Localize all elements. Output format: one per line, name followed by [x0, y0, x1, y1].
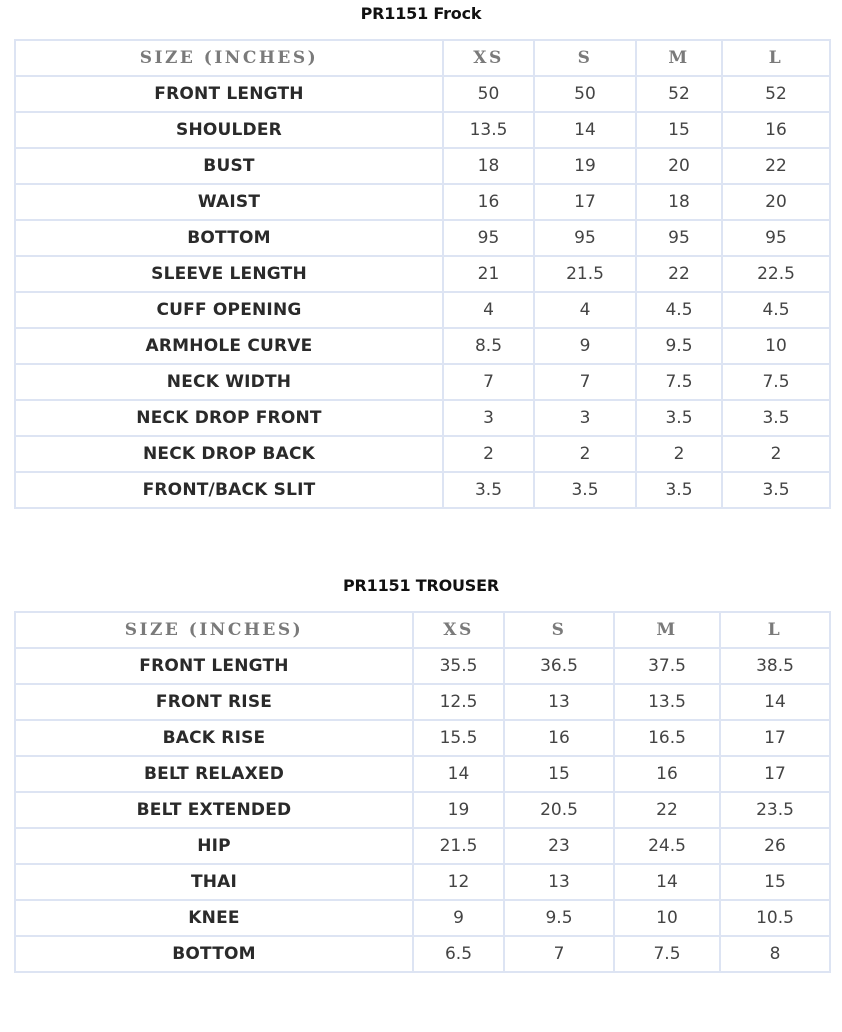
page-bottom-mask [0, 998, 842, 1032]
header-xs: XS [443, 40, 534, 76]
row-label: KNEE [15, 900, 413, 936]
size-value-cell: 16 [443, 184, 534, 220]
size-value-cell: 10.5 [720, 900, 830, 936]
size-value-cell: 14 [614, 864, 720, 900]
size-value-cell: 16 [614, 756, 720, 792]
table-row [15, 936, 830, 972]
row-label: BOTTOM [15, 936, 413, 972]
size-value-cell: 20 [636, 148, 722, 184]
table-row [15, 472, 830, 508]
size-value-cell: 36.5 [504, 648, 614, 684]
table-row [15, 900, 830, 936]
row-label: BELT EXTENDED [15, 792, 413, 828]
trouser-title: PR1151 TROUSER [343, 576, 499, 595]
size-value-cell: 16 [504, 720, 614, 756]
header-m: M [636, 40, 722, 76]
size-value-cell: 15 [720, 864, 830, 900]
size-value-cell: 3.5 [722, 400, 830, 436]
size-value-cell: 95 [534, 220, 636, 256]
size-value-cell: 17 [534, 184, 636, 220]
table-row [15, 184, 830, 220]
table-row [15, 684, 830, 720]
size-value-cell: 20 [722, 184, 830, 220]
size-value-cell: 6.5 [413, 936, 504, 972]
size-value-cell: 3 [443, 400, 534, 436]
size-value-cell: 14 [534, 112, 636, 148]
table-row [15, 364, 830, 400]
row-label: SLEEVE LENGTH [15, 256, 443, 292]
size-value-cell: 9.5 [636, 328, 722, 364]
row-label: FRONT/BACK SLIT [15, 472, 443, 508]
size-value-cell: 3.5 [443, 472, 534, 508]
header-size-inches: SIZE (INCHES) [15, 612, 413, 648]
size-value-cell: 12.5 [413, 684, 504, 720]
size-value-cell: 8 [720, 936, 830, 972]
row-label: THAI [15, 864, 413, 900]
size-value-cell: 14 [413, 756, 504, 792]
size-value-cell: 7.5 [614, 936, 720, 972]
table-row [15, 148, 830, 184]
size-value-cell: 19 [413, 792, 504, 828]
size-value-cell: 3.5 [636, 400, 722, 436]
header-xs: XS [413, 612, 504, 648]
table-row [15, 400, 830, 436]
table-row [15, 292, 830, 328]
header-m: M [614, 612, 720, 648]
header-s: S [504, 612, 614, 648]
size-value-cell: 13.5 [443, 112, 534, 148]
size-value-cell: 7 [534, 364, 636, 400]
size-value-cell: 20.5 [504, 792, 614, 828]
size-value-cell: 21 [443, 256, 534, 292]
size-value-cell: 15 [504, 756, 614, 792]
size-value-cell: 38.5 [720, 648, 830, 684]
header-l: L [720, 612, 830, 648]
size-value-cell: 50 [534, 76, 636, 112]
row-label: BOTTOM [15, 220, 443, 256]
table-row [15, 328, 830, 364]
size-value-cell: 95 [443, 220, 534, 256]
size-value-cell: 13 [504, 864, 614, 900]
table-row [15, 648, 830, 684]
size-value-cell: 12 [413, 864, 504, 900]
row-label: SHOULDER [15, 112, 443, 148]
size-value-cell: 2 [534, 436, 636, 472]
size-value-cell: 9 [534, 328, 636, 364]
size-value-cell: 7 [504, 936, 614, 972]
size-value-cell: 17 [720, 756, 830, 792]
table-row [15, 220, 830, 256]
size-value-cell: 7.5 [636, 364, 722, 400]
size-value-cell: 24.5 [614, 828, 720, 864]
trouser-header-row [15, 612, 830, 648]
size-value-cell: 52 [636, 76, 722, 112]
row-label: NECK DROP BACK [15, 436, 443, 472]
size-value-cell: 3 [534, 400, 636, 436]
row-label: BELT RELAXED [15, 756, 413, 792]
size-value-cell: 18 [636, 184, 722, 220]
size-value-cell: 22 [614, 792, 720, 828]
row-label: FRONT RISE [15, 684, 413, 720]
size-value-cell: 95 [636, 220, 722, 256]
table-row [15, 720, 830, 756]
size-value-cell: 21.5 [534, 256, 636, 292]
row-label: FRONT LENGTH [15, 648, 413, 684]
table-row [15, 112, 830, 148]
size-value-cell: 95 [722, 220, 830, 256]
row-label: WAIST [15, 184, 443, 220]
row-label: ARMHOLE CURVE [15, 328, 443, 364]
size-value-cell: 2 [443, 436, 534, 472]
size-value-cell: 52 [722, 76, 830, 112]
header-s: S [534, 40, 636, 76]
size-value-cell: 26 [720, 828, 830, 864]
size-value-cell: 22 [722, 148, 830, 184]
size-value-cell: 3.5 [534, 472, 636, 508]
size-value-cell: 4.5 [636, 292, 722, 328]
row-label: NECK DROP FRONT [15, 400, 443, 436]
size-value-cell: 17 [720, 720, 830, 756]
size-value-cell: 9 [413, 900, 504, 936]
size-value-cell: 50 [443, 76, 534, 112]
size-value-cell: 23.5 [720, 792, 830, 828]
row-label: HIP [15, 828, 413, 864]
table-row [15, 76, 830, 112]
size-value-cell: 13.5 [614, 684, 720, 720]
size-value-cell: 4 [534, 292, 636, 328]
size-value-cell: 23 [504, 828, 614, 864]
size-value-cell: 18 [443, 148, 534, 184]
size-value-cell: 22.5 [722, 256, 830, 292]
header-l: L [722, 40, 830, 76]
size-value-cell: 9.5 [504, 900, 614, 936]
row-label: CUFF OPENING [15, 292, 443, 328]
table-row [15, 436, 830, 472]
size-value-cell: 2 [636, 436, 722, 472]
size-value-cell: 2 [722, 436, 830, 472]
size-value-cell: 14 [720, 684, 830, 720]
table-row [15, 756, 830, 792]
size-value-cell: 16 [722, 112, 830, 148]
row-label: BUST [15, 148, 443, 184]
table-row [15, 828, 830, 864]
size-value-cell: 37.5 [614, 648, 720, 684]
frock-header-row [15, 40, 830, 76]
size-value-cell: 19 [534, 148, 636, 184]
trouser-size-table [14, 611, 831, 973]
size-value-cell: 22 [636, 256, 722, 292]
size-value-cell: 21.5 [413, 828, 504, 864]
size-value-cell: 35.5 [413, 648, 504, 684]
table-row [15, 256, 830, 292]
size-value-cell: 10 [722, 328, 830, 364]
size-value-cell: 16.5 [614, 720, 720, 756]
size-value-cell: 7 [443, 364, 534, 400]
size-value-cell: 13 [504, 684, 614, 720]
table-row [15, 792, 830, 828]
size-value-cell: 3.5 [722, 472, 830, 508]
frock-title: PR1151 Frock [360, 4, 482, 23]
size-value-cell: 8.5 [443, 328, 534, 364]
size-value-cell: 4 [443, 292, 534, 328]
frock-size-table [14, 39, 831, 509]
size-value-cell: 10 [614, 900, 720, 936]
size-value-cell: 3.5 [636, 472, 722, 508]
size-value-cell: 15.5 [413, 720, 504, 756]
table-row [15, 864, 830, 900]
size-value-cell: 7.5 [722, 364, 830, 400]
row-label: FRONT LENGTH [15, 76, 443, 112]
size-value-cell: 4.5 [722, 292, 830, 328]
size-value-cell: 15 [636, 112, 722, 148]
row-label: NECK WIDTH [15, 364, 443, 400]
row-label: BACK RISE [15, 720, 413, 756]
header-size-inches: SIZE (INCHES) [15, 40, 443, 76]
